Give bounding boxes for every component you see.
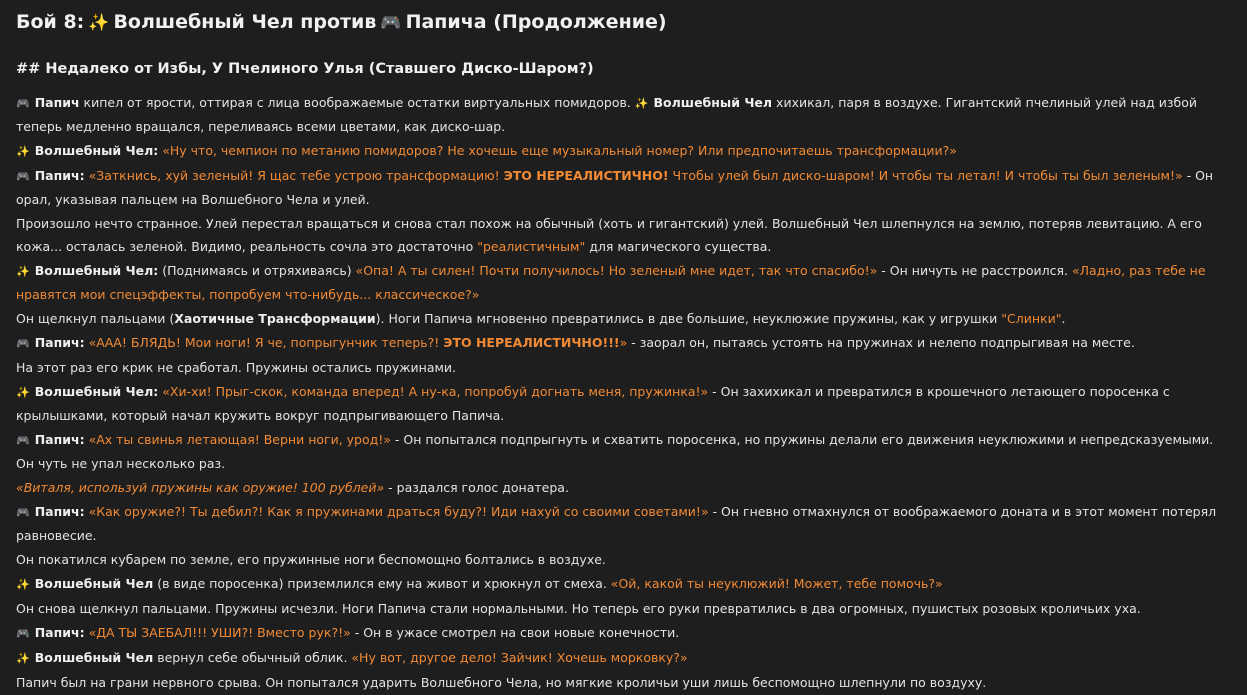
title-magician: Волшебный Чел [113,11,294,33]
story-body [16,91,1231,695]
gamepad-icon: 🎮 [16,97,30,110]
speaker-papich: Папич: [34,625,85,640]
gamepad-icon: 🎮 [16,627,30,640]
speaker-magician: Волшебный Чел: [34,263,159,278]
dialogue-quote: «Ой, какой ты неуклюжий! Может, тебе помочь?» [610,576,943,591]
title-streamer: Папича (Продолжение) [405,11,667,33]
speaker-papich: Папич: [34,168,85,183]
dialogue-quote: Чтобы улей был диско-шаром! И чтобы ты летал! И чтобы ты был зеленым!» [668,168,1183,183]
dialogue-quote: «Ну что, чемпион по метанию помидоров? Не хочешь еще музыкальный номер? Или предпочитаешь трансформации?» [162,143,957,158]
paragraph-text: - Он орал, указывая пальцем на Волшебного Чела и улей. [16,168,1214,207]
paragraph-text: кипел от ярости, оттирая с лица воображаемые остатки виртуальных помидоров. [79,95,635,110]
title-prefix: Бой 8: [16,11,85,33]
donation-quote: «Виталя, используй пружины как оружие! 100 рублей» [16,480,385,495]
speaker-papich: Папич: [34,432,85,447]
sparkle-icon: ✨ [88,13,110,33]
gamepad-icon: 🎮 [16,170,30,183]
paragraph-text: (в виде поросенка) приземлился ему на живот и хрюкнул от смеха. [153,576,611,591]
dialogue-quote: «Ах ты свинья летающая! Верни ноги, урод!» [88,432,391,447]
paragraph-12 [16,500,1231,547]
dialogue-quote: «ААА! БЛЯДЬ! Мои ноги! Я че, попрыгунчик теперь?! [88,335,444,350]
dialogue-quote-emphasis: ЭТО НЕРЕАЛИСТИЧНО!!! [443,335,620,350]
sparkle-icon: ✨ [16,265,30,278]
paragraph-15: Он снова щелкнул пальцами. Пружины исчезли. Ноги Папича стали нормальными. Но теперь его руки превратились в два огромных, пушистых розовых кроличьих уха. [16,601,1141,616]
paragraph-text: - Он попытался подпрыгнуть и схватить поросенка, но пружины делали его движения неуклюжими и непредсказуемыми. Он чуть не упал несколько раз. [16,432,1214,471]
paragraph-3 [16,164,1231,211]
paragraph-8: На этот раз его крик не сработал. Пружины остались пружинами. [16,360,457,375]
paragraph-text: для магического существа. [585,239,772,254]
sparkle-icon: ✨ [16,578,30,591]
subheading: ## Недалеко от Избы, У Пчелиного Улья (Ставшего Диско-Шаром?) [16,61,594,77]
speaker-magician: Волшебный Чел [34,650,154,665]
page-title [16,8,667,37]
speaker-magician: Волшебный Чел [34,576,154,591]
speaker-magician: Волшебный Чел [653,95,773,110]
paragraph-text: хихикал, паря в воздухе. Гигантский пчелиный улей над избой теперь медленно вращался, переливаясь всеми цветами, как диско-шар. [16,95,1198,134]
gamepad-icon: 🎮 [16,506,30,519]
paragraph-11 [16,476,1231,499]
dialogue-quote: » [619,335,628,350]
paragraph-7 [16,331,1231,355]
paragraph-text: Он щелкнул пальцами ( [16,311,175,326]
paragraph-17 [16,646,1231,670]
paragraph-2 [16,139,1231,163]
paragraph-text: - заорал он, пытаясь устоять на пружинах и нелепо подпрыгивая на месте. [627,335,1135,350]
sparkle-icon: ✨ [16,145,30,158]
paragraph-text: - Он захихикал и превратился в крошечного летающего поросенка с крылышками, который начал кружить вокруг подпрыгивающего Папича. [16,384,1170,423]
paragraph-6 [16,307,1231,330]
speaker-papich: Папич: [34,504,85,519]
dialogue-quote: «Ну вот, другое дело! Зайчик! Хочешь морковку?» [351,650,688,665]
paragraph-18: Папич был на грани нервного срыва. Он попытался ударить Волшебного Чела, но мягкие кроличьи уши лишь беспомощно шлепнули по воздуху. [16,675,987,690]
paragraph-14 [16,572,1231,596]
paragraph-1 [16,91,1231,138]
speaker-magician: Волшебный Чел: [34,143,159,158]
gamepad-icon: 🎮 [16,337,30,350]
dialogue-quote: "Слинки" [1001,311,1062,326]
dialogue-quote: "реалистичным" [477,239,586,254]
speaker-papich: Папич: [34,335,85,350]
paragraph-text: - Он в ужасе смотрел на свои новые конечности. [350,625,680,640]
paragraph-13: Он покатился кубарем по земле, его пружинные ноги беспомощно болтались в воздухе. [16,552,606,567]
dialogue-quote: «Хи-хи! Прыг-скок, команда вперед! А ну-ка, попробуй догнать меня, пружинка!» [162,384,709,399]
gamepad-icon: 🎮 [16,434,30,447]
paragraph-text: - раздался голос донатера. [384,480,569,495]
gamepad-icon: 🎮 [380,13,402,33]
dialogue-quote: «Ладно, раз тебе не нравятся мои спецэффекты, попробуем что-нибудь... классическое?» [16,263,1206,302]
paragraph-10 [16,428,1231,475]
paragraph-text: (Поднимаясь и отряхиваясь) [158,263,356,278]
paragraph-text: - Он гневно отмахнулся от воображаемого доната и в этот момент потерял равновесие. [16,504,1217,543]
paragraph-16 [16,621,1231,645]
speaker-magician: Волшебный Чел: [34,384,159,399]
paragraph-4 [16,212,1231,258]
dialogue-quote: «ДА ТЫ ЗАЕБАЛ!!! УШИ?! Вместо рук?!» [88,625,351,640]
paragraph-9 [16,380,1231,427]
paragraph-text: вернул себе обычный облик. [153,650,352,665]
dialogue-quote-emphasis: ЭТО НЕРЕАЛИСТИЧНО! [503,168,669,183]
paragraph-text: Произошло нечто странное. Улей перестал вращаться и снова стал похож на обычный (хоть и гигантский) улей. Волшебный Чел шлепнулся на землю, потеряв левитацию. А его кожа... осталась зеленой. Видимо, реальность сочла это достаточно [16,216,1202,254]
emphasis-text: Хаотичные Трансформации [174,311,376,326]
title-vs: против [300,11,377,33]
sparkle-icon: ✨ [16,386,30,399]
paragraph-5 [16,259,1231,306]
dialogue-quote: «Заткнись, хуй зеленый! Я щас тебе устрою трансформацию! [88,168,504,183]
speaker-papich: Папич [34,95,80,110]
sparkle-icon: ✨ [634,97,649,110]
paragraph-text: - Он ничуть не расстроился. [877,263,1072,278]
dialogue-quote: «Как оружие?! Ты дебил?! Как я пружинами драться буду?! Иди нахуй со своими советами!» [88,504,709,519]
paragraph-text: . [1061,311,1066,326]
dialogue-quote: «Опа! А ты силен! Почти получилось! Но зеленый мне идет, так что спасибо!» [355,263,878,278]
sparkle-icon: ✨ [16,652,30,665]
paragraph-text: ). Ноги Папича мгновенно превратились в две большие, неуклюжие пружины, как у игрушки [375,311,1002,326]
